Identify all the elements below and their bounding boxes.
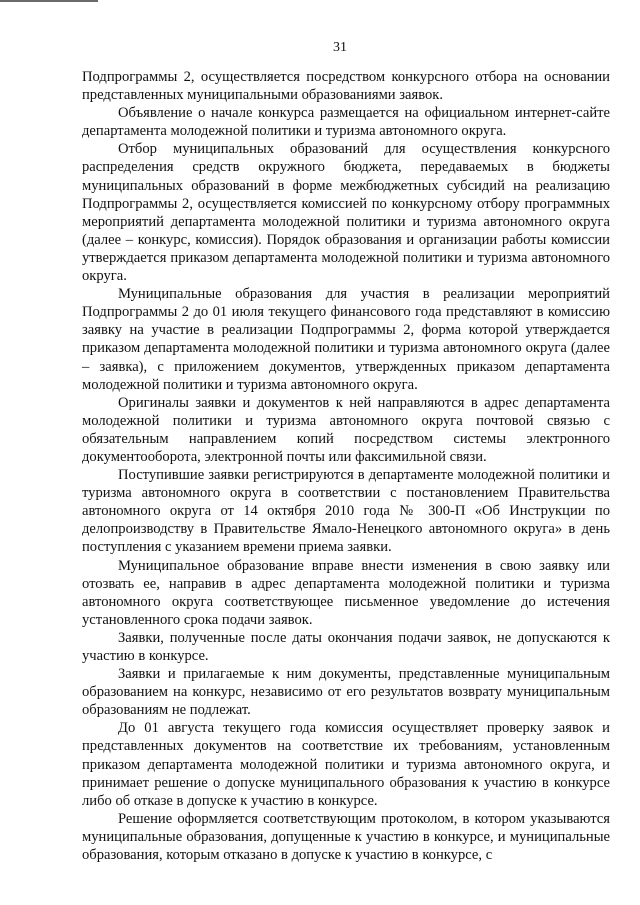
paragraph-2: Объявление о начале конкурса размещается на официальном интернет-сайте департамента молодежной политики и туризма автономного округа. — [82, 105, 610, 140]
paragraph-5: Оригиналы заявки и документов к ней направляются в адрес департамента молодежной политики и туризма автономного округа почтовой связью с обязательным направлением копий посредством системы электронного документооборота, электронной почты или факсимильной связи. — [82, 394, 610, 465]
paragraph-8: Заявки, полученные после даты окончания подачи заявок, не допускаются к участию в конкурсе. — [82, 629, 610, 664]
paragraph-3: Отбор муниципальных образований для осуществления конкурсного распределения средств окружного бюджета, передаваемых в бюджеты муниципальных образований в форме межбюджетных субсидий на реализацию Подпрограммы 2, осуществляется комиссией по конкурсному отбору программных мероприятий департамента молодежной политики и туризма автономного округа (далее – конкурс, комиссия). Порядок образования и организации работы комиссии утверждается приказом департамента молодежной политики и туризма автономного округа. — [82, 141, 610, 285]
paragraph-10: До 01 августа текущего года комиссия осуществляет проверку заявок и представленных документов на соответствие их требованиям, установленным приказом департамента молодежной политики и туризма автономного округа, и принимает решение о допуске муниципального образования к участию в конкурсе либо об отказе в допуске к участию в конкурсе. — [82, 720, 610, 809]
paragraph-6: Поступившие заявки регистрируются в департаменте молодежной политики и туризма автономного округа в соответствии с постановлением Правительства автономного округа от 14 октября 2010 года № 300-П «Об Инструкции по делопроизводству в Правительстве Ямало-Ненецкого автономного округа» в день поступления с указанием времени приема заявки. — [82, 467, 610, 556]
paragraph-9: Заявки и прилагаемые к ним документы, представленные муниципальным образованием на конкурс, независимо от его результатов возврату муниципальным образованиям не подлежат. — [82, 666, 610, 719]
page-number: 31 — [333, 40, 347, 55]
paragraph-7: Муниципальное образование вправе внести изменения в свою заявку или отозвать ее, направив в адрес департамента молодежной политики и туризма автономного округа соответствующее письменное уведомление до истечения установленного срока подачи заявок. — [82, 557, 610, 628]
paragraph-1: Подпрограммы 2, осуществляется посредством конкурсного отбора на основании представленных муниципальными образованиями заявок. — [82, 69, 610, 104]
paragraph-11: Решение оформляется соответствующим протоколом, в котором указываются муниципальные образования, допущенные к участию в конкурсе, и муниципальные образования, которым отказано в допуске к участию в конкурсе, с — [82, 810, 610, 864]
document-body — [82, 68, 610, 864]
paragraph-4: Муниципальные образования для участия в реализации мероприятий Подпрограммы 2 до 01 июля текущего финансового года представляют в комиссию заявку на участие в реализации Подпрограммы 2, форма которой утверждается приказом департамента молодежной политики и туризма автономного округа (далее – заявка), с приложением документов, утвержденных приказом департамента молодежной политики и туризма автономного округа. — [82, 286, 610, 393]
top-rule-line — [0, 0, 98, 2]
